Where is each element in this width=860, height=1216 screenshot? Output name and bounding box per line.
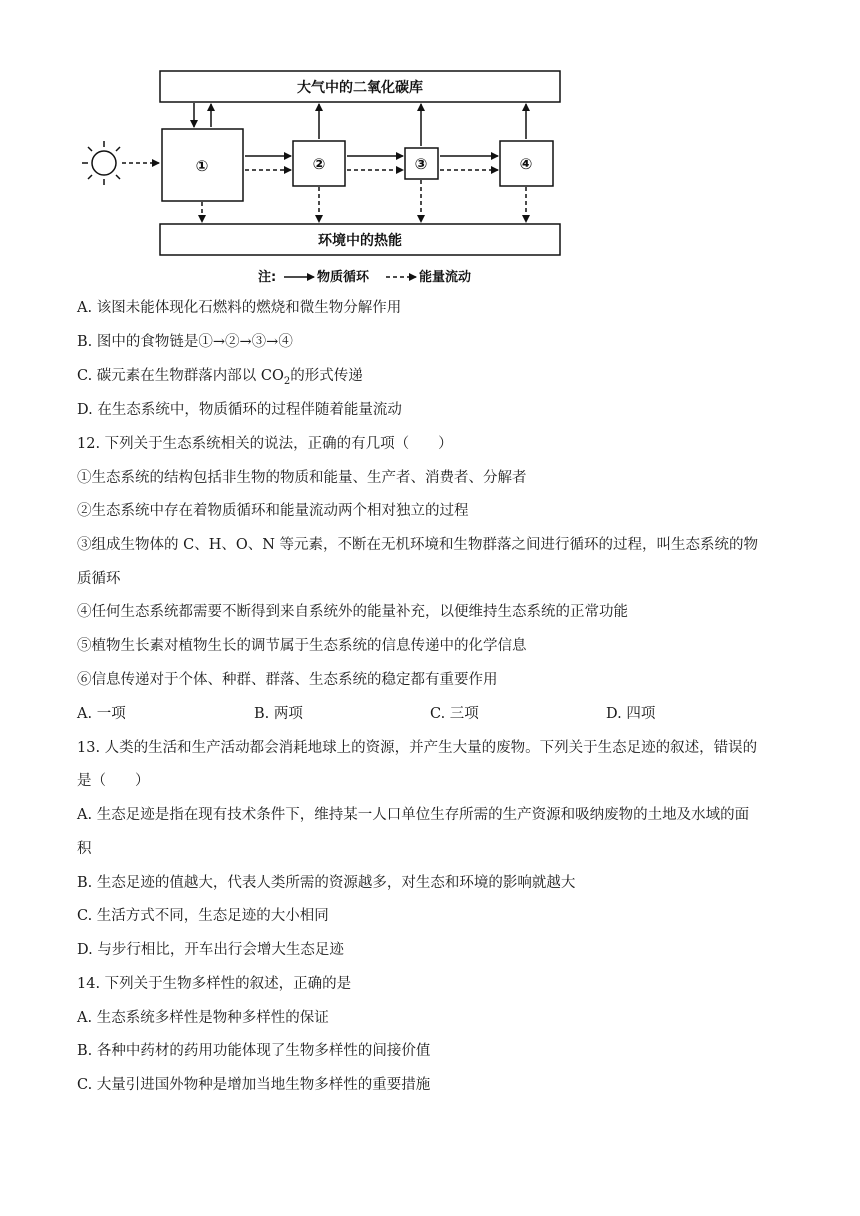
co2-subscript: 2: [283, 375, 291, 387]
q12-option-b: B. 两项: [254, 706, 303, 722]
carbon-cycle-diagram: [0, 0, 860, 300]
node-2-label: ②: [312, 155, 326, 173]
q13-option-b: B. 生态足迹的值越大，代表人类所需的资源越多，对生态和环境的影响就越大: [77, 875, 576, 891]
node-1-label: ①: [195, 157, 209, 175]
sun-icon: [82, 141, 120, 185]
q12-option-d: D. 四项: [606, 706, 656, 722]
q11-option-a: A. 该图未能体现化石燃料的燃烧和微生物分解作用: [77, 300, 402, 316]
q11-option-b: B. 图中的食物链是①→②→③→④: [77, 334, 293, 350]
q14-option-a: A. 生态系统多样性是物种多样性的保证: [77, 1010, 329, 1026]
q13-option-d: D. 与步行相比，开车出行会增大生态足迹: [77, 942, 344, 958]
legend-energy-label: 能量流动: [419, 270, 472, 285]
q12-statement-4: ④任何生态系统都需要不断得到来自系统外的能量补充，以便维持生态系统的正常功能: [77, 604, 628, 620]
q11-option-c-text: C. 碳元素在生物群落内部以 CO: [77, 368, 284, 384]
q13-stem: 13. 人类的生活和生产活动都会消耗地球上的资源，并产生大量的废物。下列关于生态足迹的叙述，错误的: [77, 740, 758, 756]
node-3-label: ③: [414, 155, 428, 173]
node-4-label: ④: [519, 155, 533, 173]
q14-option-c: C. 大量引进国外物种是增加当地生物多样性的重要措施: [77, 1077, 431, 1093]
q11-option-c-text-end: 的形式传递: [290, 368, 363, 384]
q13-option-c: C. 生活方式不同，生态足迹的大小相同: [77, 908, 329, 924]
q11-option-c: [77, 366, 363, 392]
q14-option-b: B. 各种中药材的药用功能体现了生物多样性的间接价值: [77, 1043, 431, 1059]
q12-statement-2: ②生态系统中存在着物质循环和能量流动两个相对独立的过程: [77, 503, 469, 519]
atmosphere-label: 大气中的二氧化碳库: [297, 80, 423, 96]
q12-statement-1: ①生态系统的结构包括非生物的物质和能量、生产者、消费者、分解者: [77, 470, 527, 486]
q12-option-c: C. 三项: [430, 706, 479, 722]
legend-prefix: 注:: [258, 270, 277, 285]
q13-option-a: A. 生态足迹是指在现有技术条件下，维持某一人口单位生存所需的生产资源和吸纳废物的土地及水域的面: [77, 807, 750, 823]
q12-stem: 12. 下列关于生态系统相关的说法，正确的有几项（ ）: [77, 436, 453, 452]
q13-stem-cont: 是（ ）: [77, 773, 150, 789]
q11-option-d: D. 在生态系统中，物质循环的过程伴随着能量流动: [77, 402, 402, 418]
q12-option-a: A. 一项: [77, 706, 126, 722]
q14-stem: 14. 下列关于生物多样性的叙述，正确的是: [77, 976, 352, 992]
q12-statement-6: ⑥信息传递对于个体、种群、群落、生态系统的稳定都有重要作用: [77, 672, 498, 688]
q12-statement-5: ⑤植物生长素对植物生长的调节属于生态系统的信息传递中的化学信息: [77, 638, 527, 654]
q12-statement-3: ③组成生物体的 C、H、O、N 等元素，不断在无机环境和生物群落之间进行循环的过程，叫生态系统的物: [77, 537, 759, 553]
q12-statement-3-cont: 质循环: [77, 571, 121, 587]
q13-option-a-cont: 积: [77, 841, 92, 857]
heat-label: 环境中的热能: [318, 233, 402, 249]
legend-material-label: 物质循环: [317, 270, 370, 285]
